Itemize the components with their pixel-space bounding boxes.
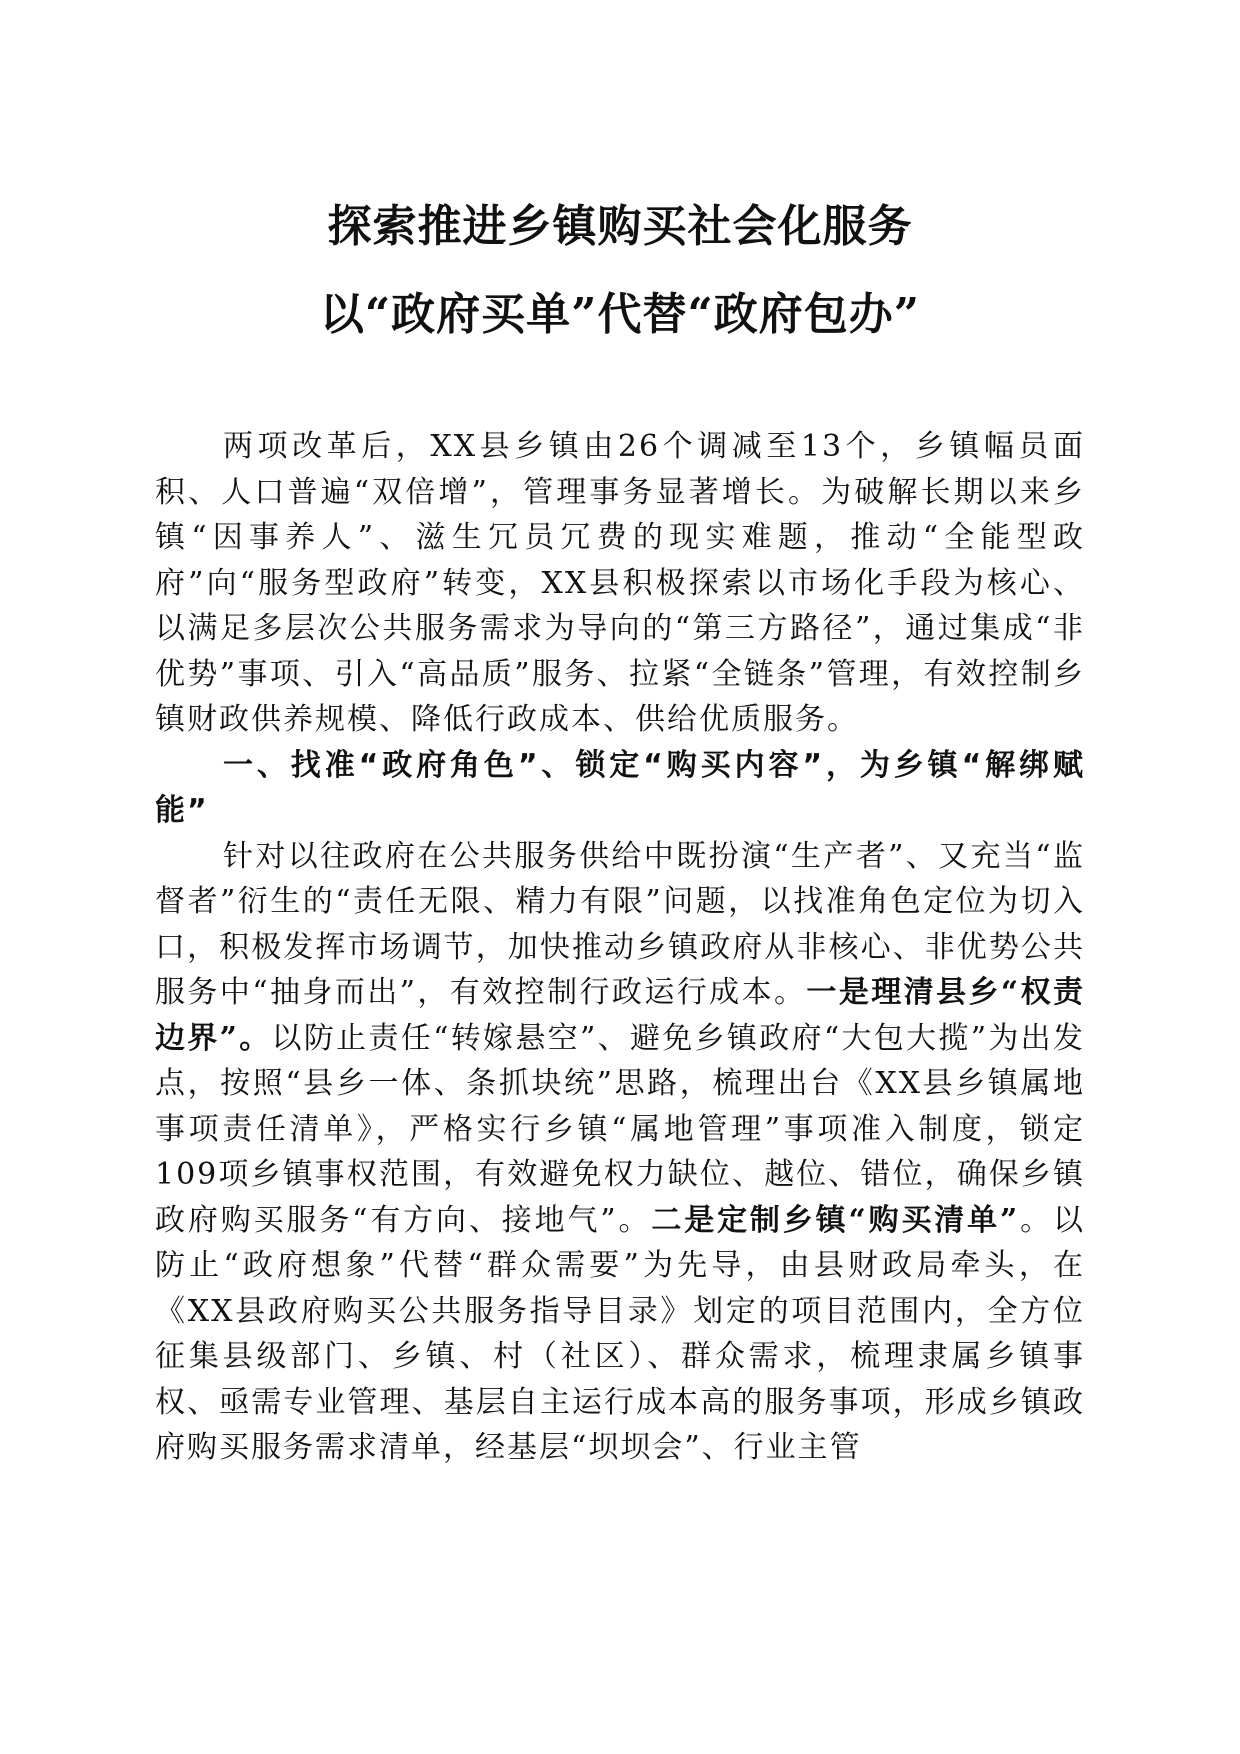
document-title: 探索推进乡镇购买社会化服务 — [327, 201, 913, 252]
point1-title: 一是理清县乡“权责边界”。 — [155, 975, 1085, 1056]
point2-text: 。以防止“政府想象”代替“群众需要”为先导，由县财政局牵头，在《XX县政府购买公共服务指导目录》划定的项目范围内，全方位征集县级部门、乡镇、村（社区）、群众需求，梳理隶属乡镇事权、亟需专业管理、基层自主运行成本高的服务事项，形成乡镇政府购买服务需求清单，经基层“坝坝会”、行业主管 — [155, 1202, 1085, 1465]
document-body — [155, 424, 1085, 1471]
section-heading-1: 一、找准“政府角色”、锁定“购买内容”，为乡镇“解绑赋能” — [155, 747, 1085, 828]
point2-title: 二是定制乡镇“购买清单” — [651, 1202, 1020, 1238]
document-subtitle: 以“政府买单”代替“政府包办” — [319, 289, 921, 340]
section1-paragraph-text: 针对以往政府在公共服务供给中既扮演“生产者”、又充当“监督者”衍生的“责任无限、精力有限”问题，以找准角色定位为切入口，积极发挥市场调节，加快推动乡镇政府从非核心、非优势公共服务中“抽身而出”，有效控制行政运行成本。 — [155, 838, 1085, 1010]
section1-paragraph — [155, 834, 1085, 1471]
title-block — [150, 200, 1090, 376]
intro-paragraph: 两项改革后，XX县乡镇由26个调减至13个，乡镇幅员面积、人口普遍“双倍增”，管理事务显著增长。为破解长期以来乡镇“因事养人”、滋生冗员冗费的现实难题，推动“全能型政府”向“服务型政府”转变，XX县积极探索以市场化手段为核心、以满足多层次公共服务需求为导向的“第三方路径”，通过集成“非优势”事项、引入“高品质”服务、拉紧“全链条”管理，有效控制乡镇财政供养规模、降低行政成本、供给优质服务。 — [155, 429, 1085, 737]
point1-text: 以防止责任“转嫁悬空”、避免乡镇政府“大包大揽”为出发点，按照“县乡一体、条抓块统”思路，梳理出台《XX县乡镇属地事项责任清单》，严格实行乡镇“属地管理”事项准入制度，锁定109项乡镇事权范围，有效避免权力缺位、越位、错位，确保乡镇政府购买服务“有方向、接地气”。 — [155, 1020, 1085, 1238]
